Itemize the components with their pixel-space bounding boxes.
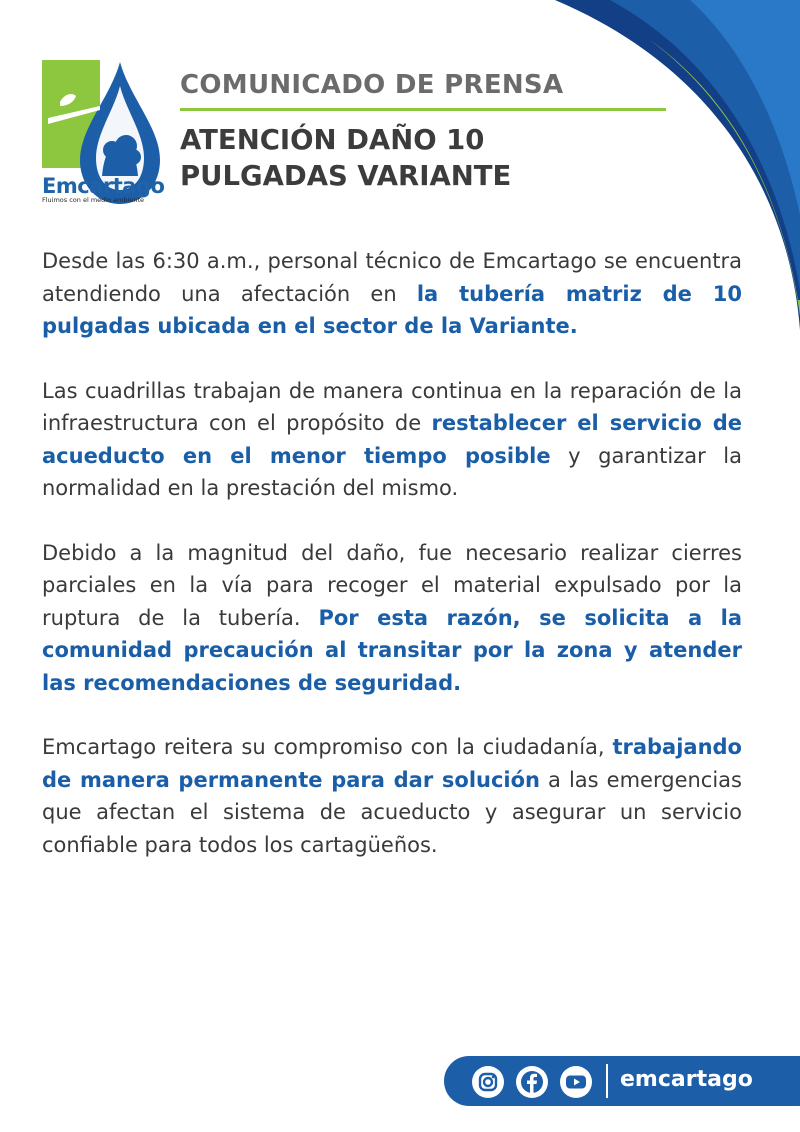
instagram-icon[interactable]: [472, 1066, 504, 1098]
paragraph-2-highlight: restablecer el servicio de acueducto en el menor tiempo posible: [42, 411, 742, 468]
social-handle[interactable]: emcartago: [620, 1067, 753, 1092]
paragraph-3: [42, 537, 742, 700]
paragraph-4: [42, 731, 742, 861]
youtube-icon[interactable]: [560, 1066, 592, 1098]
paragraph-1-highlight: la tubería matriz de 10 pulgadas ubicada en el sector de la Variante.: [42, 281, 742, 338]
headline-line-1: ATENCIÓN DAÑO 10: [180, 124, 485, 156]
paragraph-4-text-end: a las emergencias que afectan el sistema de acueducto y asegurar un servicio confiable para todos los cartagüeños.: [42, 767, 742, 857]
headline-line-2: PULGADAS VARIANTE: [180, 160, 512, 192]
logo-tagline: Fluimos con el medio ambiente: [42, 196, 145, 204]
paragraph-1: [42, 245, 742, 343]
footer-divider: [606, 1064, 608, 1098]
social-footer: [444, 1056, 800, 1106]
paragraph-3-highlight: Por esta razón, se solicita a la comunidad precaución al transitar por la zona y atender las recomendaciones de seguridad.: [42, 605, 743, 695]
kicker-divider: [180, 108, 666, 111]
paragraph-2-text-end: y garantizar la normalidad en la prestación del mismo.: [42, 443, 742, 500]
paragraph-3-text: Debido a la magnitud del daño, fue necesario realizar cierres parciales en la vía para recoger el material expulsado por la ruptura de la tubería.: [42, 540, 742, 630]
paragraph-2: [42, 375, 742, 505]
press-release-kicker: COMUNICADO DE PRENSA: [180, 70, 564, 100]
article-body: [42, 245, 742, 893]
facebook-icon[interactable]: [516, 1066, 548, 1098]
logo-wordmark: Emcartago: [42, 174, 165, 198]
paragraph-4-text: Emcartago reitera su compromiso con la ciudadanía,: [42, 735, 613, 759]
paragraph-1-text: Desde las 6:30 a.m., personal técnico de Emcartago se encuentra atendiendo una afectación en: [42, 249, 742, 306]
paragraph-2-text: Las cuadrillas trabajan de manera continua en la reparación de la infraestructura con el propósito de: [42, 378, 742, 435]
headline: [180, 122, 640, 194]
paragraph-4-highlight: trabajando de manera permanente para dar solución: [42, 735, 742, 792]
